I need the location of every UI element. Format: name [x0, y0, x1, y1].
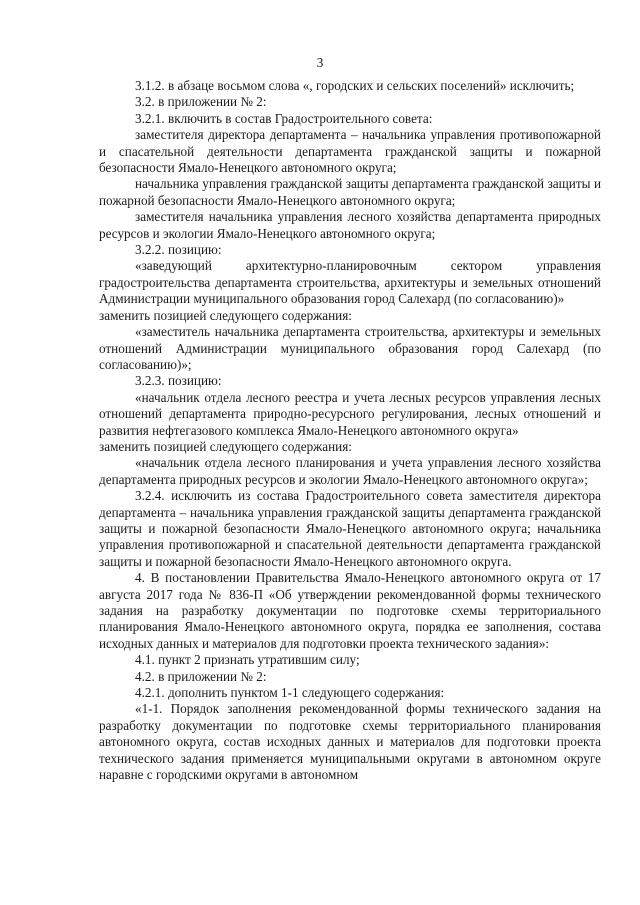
paragraph: 4.2.1. дополнить пунктом 1-1 следующего содержания: — [135, 685, 445, 701]
paragraph: заменить позицией следующего содержания: — [99, 307, 352, 323]
paragraph: 3.2. в приложении № 2: — [135, 94, 267, 110]
paragraph: начальника управления гражданской защиты департамента гражданской защиты и пожарной безопасности Ямало-Ненецкого автономного округа; — [99, 176, 601, 208]
paragraph: 4.1. пункт 2 признать утратившим силу; — [135, 652, 360, 668]
paragraph: 3.2.1. включить в состав Градостроительного совета: — [135, 110, 433, 126]
paragraph: 4. В постановлении Правительства Ямало-Ненецкого автономного округа от 17 августа 2017 года № 836-П «Об утверждении рекомендованной формы технического задания на разработку документации по подготовке схемы территориального планирования Ямало-Ненецкого автономного округа, порядка ее заполнения, состава исходных данных и материалов для подготовки проекта технического задания»: — [99, 570, 601, 651]
paragraph: «начальник отдела лесного реестра и учета лесных ресурсов управления лесных отношений департамента природно-ресурсного регулирования, лесных отношений и развития нефтегазового комплекса Ямало-Ненецкого автономного округа» — [99, 389, 601, 438]
paragraph: 3.2.3. позицию: — [135, 373, 222, 389]
paragraph: «заместитель начальника департамента строительства, архитектуры и земельных отношений Администрации муниципального образования город Салехард (по согласованию)»; — [99, 324, 601, 372]
page-number: 3 — [316, 55, 324, 70]
paragraph: «заведующий архитектурно-планировочным сектором управления градостроительства департамента строительства, архитектуры и земельных отношений Администрации муниципального образования город Салехард (по согласованию)» — [99, 258, 601, 307]
paragraph: 3.2.4. исключить из состава Градостроительного совета заместителя директора департамента – начальника управления гражданской защиты департамента гражданской защиты и пожарной безопасности Ямало-Ненецкого автономного округа; начальника управления противопожарной и спасательной деятельности департамента гражданской защиты и пожарной безопасности Ямало-Ненецкого автономного округа. — [99, 488, 601, 569]
paragraph: 4.2. в приложении № 2: — [135, 668, 267, 684]
document-body — [99, 78, 601, 783]
paragraph: «1-1. Порядок заполнения рекомендованной формы технического задания на разработку документации по подготовке схемы территориального планирования автономного округа, состав исходных данных и материалов для подготовки проекта технического задания применяется муниципальными округами в автономном округе наравне с городскими округами в автономном — [99, 701, 601, 783]
paragraph: заменить позицией следующего содержания: — [99, 438, 352, 454]
paragraph: 3.1.2. в абзаце восьмом слова «, городских и сельских поселений» исключить; — [135, 78, 575, 93]
paragraph: заместителя директора департамента – начальника управления противопожарной и спасательной деятельности департамента гражданской защиты и пожарной безопасности Ямало-Ненецкого автономного округа; — [99, 127, 601, 176]
paragraph: 3.2.2. позицию: — [135, 242, 222, 258]
paragraph: «начальник отдела лесного планирования и учета управления лесного хозяйства департамента природных ресурсов и экологии Ямало-Ненецкого автономного округа»; — [99, 455, 601, 487]
paragraph: заместителя начальника управления лесного хозяйства департамента природных ресурсов и экологии Ямало-Ненецкого автономного округа; — [99, 209, 601, 241]
